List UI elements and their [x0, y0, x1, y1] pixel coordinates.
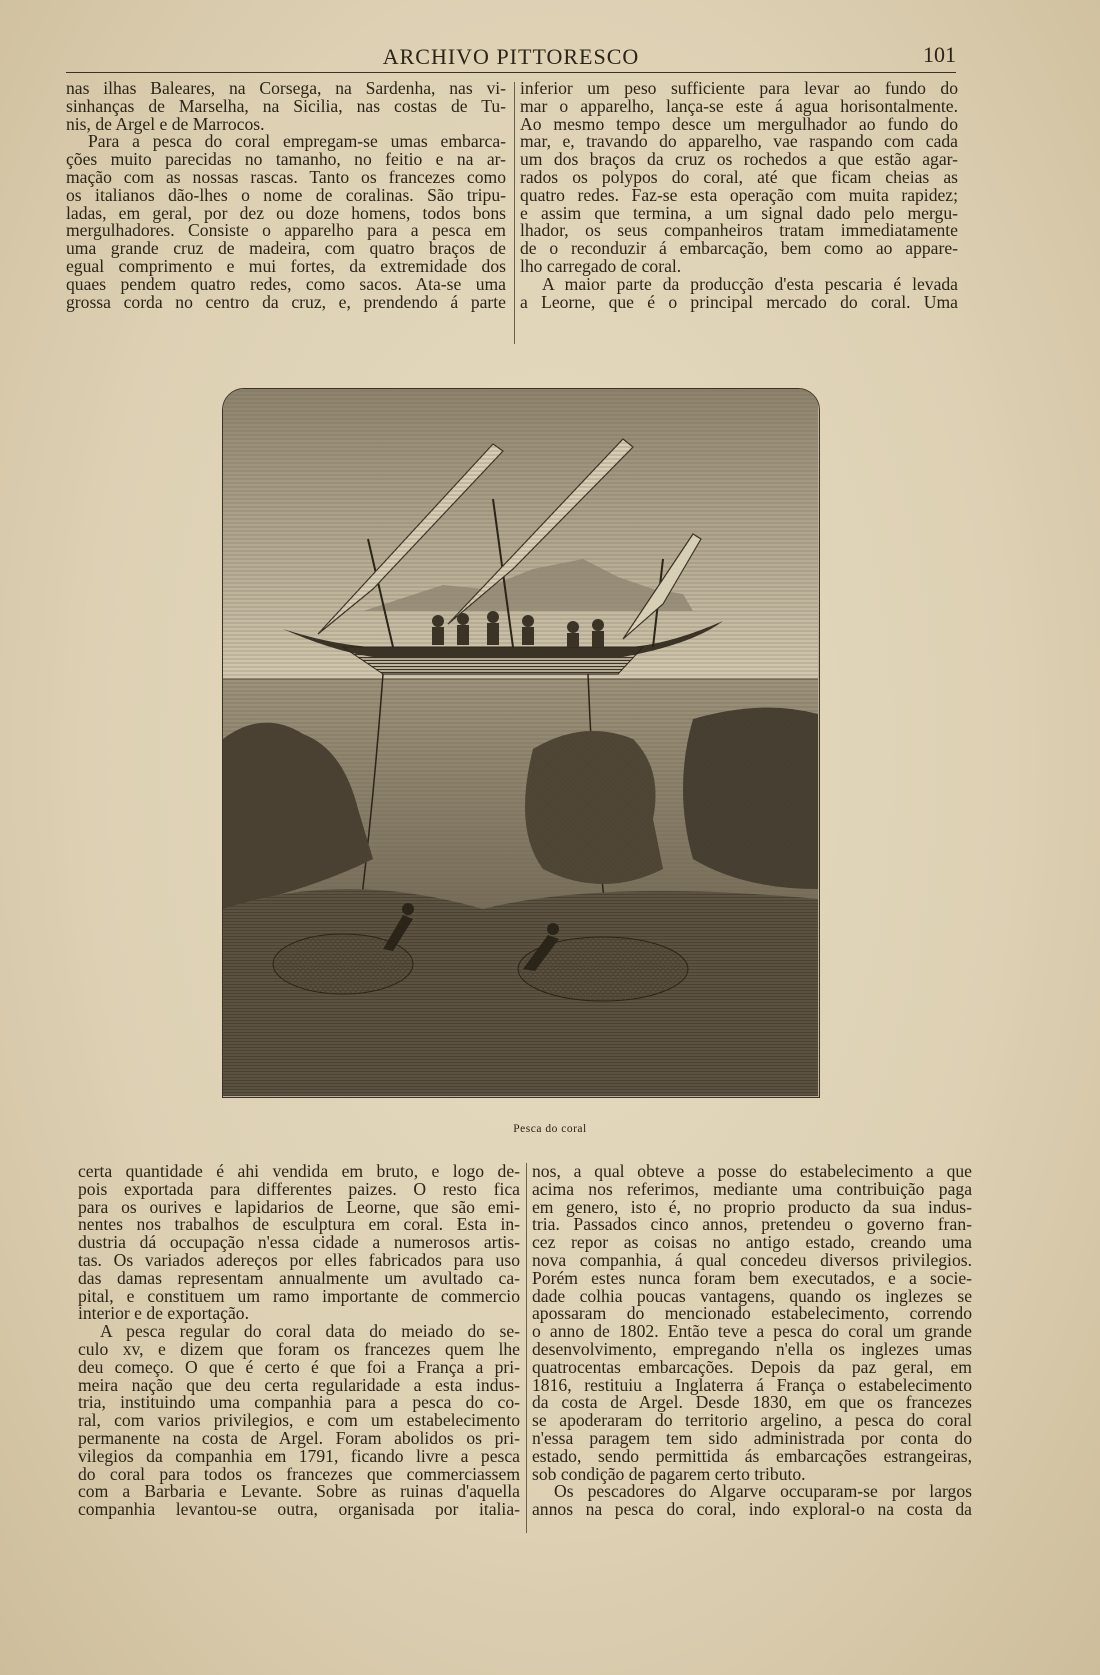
text-line: de o reconduzir á embarcação, bem como ao appare-	[520, 238, 958, 259]
text-line: desenvolvimento, empregando n'ella os inglezes umas	[532, 1338, 972, 1359]
text-line: n'essa paragem tem sido administrada por conta do	[532, 1427, 972, 1448]
text-line: culo xv, e dizem que foram os francezes quem lhe	[78, 1338, 520, 1359]
text-line: das damas representam annualmente um avultado ca-	[78, 1267, 520, 1288]
text-line: nas ilhas Baleares, na Corsega, na Sardenha, nas vi-	[66, 78, 506, 98]
text-line: nentes nos trabalhos de esculptura em coral. Esta in-	[78, 1214, 520, 1235]
text-line: estado, sendo permittida ás embarcações estrangeiras,	[532, 1445, 972, 1466]
column-divider-bottom	[526, 1163, 527, 1533]
text-column-bottom-left	[78, 1163, 520, 1519]
text-line: mergulhadores. Consiste o apparelho para a pesca em	[66, 220, 506, 241]
figure-caption: Pesca do coral	[513, 1123, 587, 1135]
text-line: quatrocentas embarcações. Depois da paz geral, em	[532, 1356, 972, 1377]
text-line: tria. Passados cinco annos, pretendeu o governo fran-	[532, 1214, 972, 1235]
text-line: quaes pendem quatro redes, como sacos. Ata-se uma	[66, 273, 506, 294]
text-line: inferior um peso sufficiente para levar ao fundo do	[520, 78, 958, 98]
text-line: A maior parte da producção d'esta pescaria é levada	[542, 273, 958, 294]
text-line: egual comprimento e mui fortes, da extremidade dos	[66, 255, 506, 276]
text-line: 1816, restituiu a Inglaterra á França o estabelecimento	[532, 1374, 972, 1395]
text-line: nis, de Argel e de Marrocos.	[66, 113, 265, 134]
text-line: da costa de Argel. Desde 1830, em que os francezes	[532, 1392, 972, 1413]
text-line: o anno de 1802. Então teve a pesca do coral um grande	[532, 1321, 972, 1342]
text-line: companhia levantou-se outra, organisada por italia-	[78, 1499, 520, 1520]
text-column-top-right	[520, 80, 958, 311]
text-line: cez repor as coisas no antigo estado, creando uma	[532, 1232, 972, 1253]
text-line: ladas, em geral, por dez ou doze homens, todos bons	[66, 202, 506, 223]
text-line: deu começo. O que é certo é que foi a França a pri-	[78, 1356, 520, 1377]
text-line: rados os polypos do coral, até que ficam cheias as	[520, 166, 958, 187]
text-line: lhador, os seus companheiros tratam immediatamente	[520, 220, 958, 241]
text-line: Para a pesca do coral empregam-se umas embarca-	[88, 131, 506, 152]
text-line: mar, e, travando do apparelho, vae raspando com cada	[520, 131, 958, 152]
text-line: lho carregado de coral.	[520, 255, 682, 276]
text-line: pital, e constituem um ramo importante de commercio	[78, 1285, 520, 1306]
text-line: nos, a qual obteve a posse do estabelecimento a que	[532, 1161, 972, 1181]
text-line: ral, com varios privilegios, e com um estabelecimento	[78, 1410, 520, 1431]
engraving-coral-fishing	[222, 388, 820, 1098]
text-line: Porém estes nunca foram bem executados, e a socie-	[532, 1267, 972, 1288]
text-line: nova companhia, á qual concedeu diversos privilegios.	[532, 1249, 972, 1270]
text-line: vilegios da companhia em 1791, ficando livre a pesca	[78, 1445, 520, 1466]
text-line: grossa corda no centro da cruz, e, prendendo á parte	[66, 291, 506, 312]
text-line: tas. Os variados adereços por elles fabricados para uso	[78, 1249, 520, 1270]
text-line: dustria dá occupação n'essa cidade a numerosos artis-	[78, 1232, 520, 1253]
text-line: ções muito parecidas no tamanho, no feitio e na ar-	[66, 149, 506, 170]
column-divider-top	[514, 82, 515, 344]
text-line: mar o apparelho, lança-se este á agua horisontalmente.	[520, 95, 958, 116]
text-line: meira nação que deu certa regularidade a esta indus-	[78, 1374, 520, 1395]
text-line: Os pescadores do Algarve occuparam-se por largos	[554, 1481, 972, 1502]
text-line: se apoderaram do territorio argelino, a pesca do coral	[532, 1410, 972, 1431]
text-line: em genero, isto é, no proprio producto da sua indus-	[532, 1196, 972, 1217]
engraving-illustration	[223, 389, 818, 1096]
text-line: quatro redes. Faz-se esta operação com muita rapidez;	[520, 184, 958, 205]
text-line: apossaram do mencionado estabelecimento, correndo	[532, 1303, 972, 1324]
text-line: os italianos dão-lhes o nome de coralinas. São tripu-	[66, 184, 506, 205]
text-line: um dos braços da cruz os rochedos a que estão agar-	[520, 149, 958, 170]
text-line: certa quantidade é ahi vendida em bruto, e logo de-	[78, 1161, 520, 1181]
text-line: sob condição de pagarem certo tributo.	[532, 1463, 806, 1484]
page-number: 101	[923, 42, 956, 67]
text-line: e assim que termina, a um signal dado pelo mergu-	[520, 202, 958, 223]
text-line: do coral para todos os francezes que commerciassem	[78, 1463, 520, 1484]
text-line: a Leorne, que é o principal mercado do coral. Uma	[520, 291, 958, 312]
text-line: permanente na costa de Argel. Foram abolidos os pri-	[78, 1427, 520, 1448]
text-column-top-left	[66, 80, 506, 311]
text-line: dade colhia poucas vantagens, quando os inglezes se	[532, 1285, 972, 1306]
text-line: annos na pesca do coral, indo exploral-o na costa da	[532, 1499, 972, 1520]
text-line: pois exportada para differentes paizes. O resto fica	[78, 1178, 520, 1199]
text-column-bottom-right	[532, 1163, 972, 1519]
text-line: acima nos referimos, mediante uma contribuição paga	[532, 1178, 972, 1199]
text-line: uma grande cruz de madeira, com quatro braços de	[66, 238, 506, 259]
text-line: A pesca regular do coral data do meiado do se-	[100, 1321, 520, 1342]
journal-title: ARCHIVO PITTORESCO	[382, 44, 640, 69]
text-line: mação com as nossas rascas. Tanto os francezes como	[66, 166, 506, 187]
text-line: com a Barbaria e Levante. Sobre as ruinas d'aquella	[78, 1481, 520, 1502]
text-line: tria, instituindo uma companhia para a pesca do co-	[78, 1392, 520, 1413]
text-line: interior e de exportação.	[78, 1303, 249, 1324]
page-header	[66, 38, 956, 73]
text-line: Ao mesmo tempo desce um mergulhador ao fundo do	[520, 113, 958, 134]
text-line: para os ourives e lapidarios de Leorne, que são emi-	[78, 1196, 520, 1217]
text-line: sinhanças de Marselha, na Sicilia, nas costas de Tu-	[66, 95, 506, 116]
